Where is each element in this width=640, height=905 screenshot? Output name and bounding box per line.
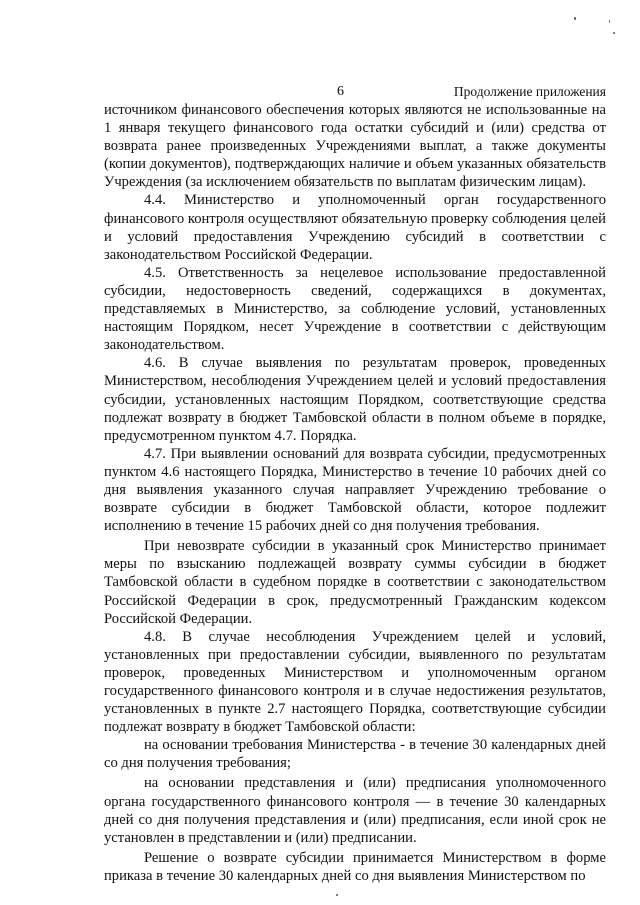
paragraph-control-body-order: на основании представления и (или) предписания уполномоченного органа государственного финансового контроля — в течение 30 календарных дней со дня получения представления и (или) предписания, если иной срок не установлен в представлении и (или) предписании. <box>104 775 606 846</box>
paragraph-continued: источником финансового обеспечения которых являются не использованные на 1 января текущего финансового года остатки субсидий и (или) средства от возврата ранее произведенных Учреждениями выплат, а также документы (копии документов), подтверждающих наличие и объем указанных обязательств Учреждения (за исключением обязательств по выплатам физическим лицам). <box>104 102 606 191</box>
scan-speck <box>574 17 576 20</box>
scan-speck <box>609 20 610 23</box>
paragraph-4-8: 4.8. В случае несоблюдения Учреждением целей и условий, установленных при предоставлении субсидии, выявленного по результатам проверок, проведенных Министерством и уполномоченным органом государственного финансового контроля и в случае недостижения результатов, установленных в пункте 2.7 настоящего Порядка, соответствующие субсидии подлежат возврату в бюджет Тамбовской области: <box>104 628 606 736</box>
paragraph-return-decision: Решение о возврате субсидии принимается Министерством в форме приказа в течение 30 календарных дней со дня выявления Министерством по <box>104 849 606 884</box>
continuation-note: Продолжение приложения <box>453 84 606 99</box>
paragraph-4-5: 4.5. Ответственность за нецелевое использование предоставленной субсидии, недостоверность сведений, содержащихся в документах, представляемых в Министерство, за соблюдение условий, установленных настоящим Порядком, несет Учреждение в соответствии с действующим законодательством. <box>104 264 606 354</box>
paragraph-4-7: 4.7. При выявлении оснований для возврата субсидии, предусмотренных пунктом 4.6 настоящего Порядка, Министерство в течение 10 рабочих дней со дня выявления указанного случая направляет Учреждению требование о возврате субсидии в бюджет Тамбовской области, которое подлежит исполнению в течение 15 рабочих дней со дня получения требования. <box>104 445 606 535</box>
paragraph-ministry-requirement: на основании требования Министерства - в течение 30 календарных дней со дня получения требования; <box>104 737 606 772</box>
paragraph-non-return: При невозврате субсидии в указанный срок Министерство принимает меры по взысканию подлежащей возврату суммы субсидии в бюджет Тамбовской области в судебном порядке в соответствии с законодательством Российской Федерации в срок, предусмотренный Гражданским кодексом Российской Федерации. <box>104 538 606 627</box>
scan-speck <box>613 32 615 34</box>
paragraph-4-4: 4.4. Министерство и уполномоченный орган государственного финансового контроля осуществляют обязательную проверку соблюдения целей и условий предоставления Учреждению субсидий в соответствии с законодательством Российской Федерации. <box>104 192 606 263</box>
document-body <box>104 101 606 885</box>
page-number: 6 <box>337 84 344 99</box>
scan-speck <box>336 894 338 896</box>
paragraph-4-6: 4.6. В случае выявления по результатам проверок, проведенных Министерством, несоблюдения Учреждением целей и условий предоставления субсидии, установленных настоящим Порядком, соответствующие средства подлежат возврату в бюджет Тамбовской области в полном объеме в порядке, предусмотренном пунктом 4.7. Порядка. <box>104 355 606 444</box>
